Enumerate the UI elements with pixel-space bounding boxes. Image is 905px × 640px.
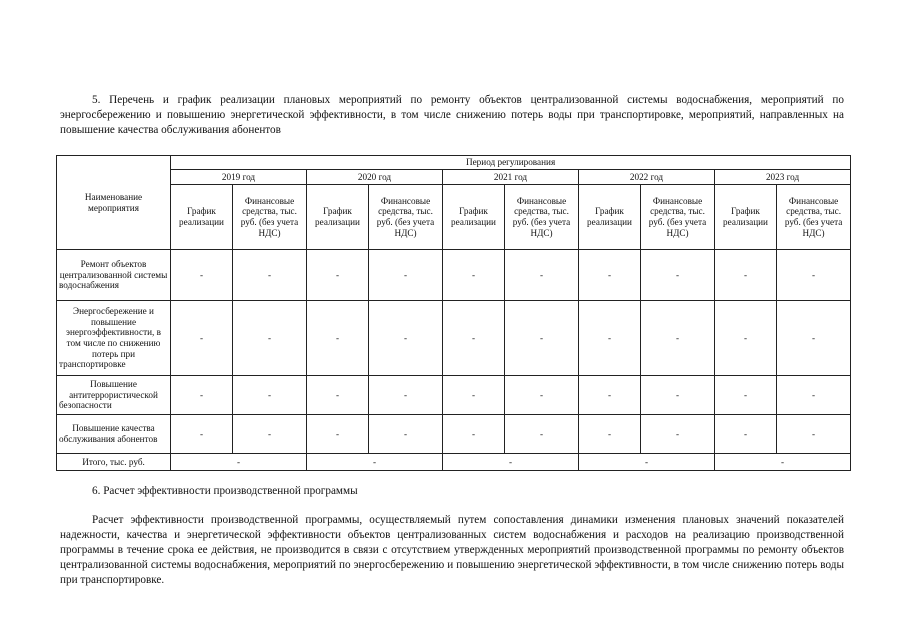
table-cell: - xyxy=(171,250,233,301)
column-header-activity-name: Наименование мероприятия xyxy=(57,156,171,250)
subheader-finance: Финансовые средства, тыс. руб. (без учета НДС) xyxy=(777,185,851,250)
row-label: Повышение качества обслуживания абонентов xyxy=(57,415,171,454)
row-label: Ремонт объектов централизованной системы водоснабжения xyxy=(57,250,171,301)
year-header: 2021 год xyxy=(443,170,579,185)
year-header: 2023 год xyxy=(715,170,851,185)
table-cell: - xyxy=(505,250,579,301)
table-cell: - xyxy=(307,376,369,415)
column-header-period: Период регулирования xyxy=(171,156,851,170)
table-cell: - xyxy=(505,415,579,454)
subheader-finance: Финансовые средства, тыс. руб. (без учета НДС) xyxy=(369,185,443,250)
table-row xyxy=(57,250,851,301)
total-cell: - xyxy=(443,454,579,471)
table-row xyxy=(57,301,851,376)
section-5-heading: 5. Перечень и график реализации плановых мероприятий по ремонту объектов централизованной системы водоснабжения, мероприятий по энергосбережению и повышению энергетической эффективности, в том числе снижению потерь воды при транспортировке, мероприятий, направленных на повышение качества обслуживания абонентов xyxy=(60,94,844,136)
table-cell: - xyxy=(307,415,369,454)
total-cell: - xyxy=(171,454,307,471)
table-cell: - xyxy=(579,415,641,454)
subheader-schedule: График реализации xyxy=(307,185,369,250)
subheader-schedule: График реализации xyxy=(579,185,641,250)
table-cell: - xyxy=(715,250,777,301)
table-cell: - xyxy=(369,301,443,376)
table-cell: - xyxy=(369,415,443,454)
table-cell: - xyxy=(171,376,233,415)
table-cell: - xyxy=(579,301,641,376)
subheader-finance: Финансовые средства, тыс. руб. (без учета НДС) xyxy=(505,185,579,250)
subheader-schedule: График реализации xyxy=(715,185,777,250)
table-cell: - xyxy=(505,376,579,415)
total-cell: - xyxy=(715,454,851,471)
table-cell: - xyxy=(715,301,777,376)
table-cell: - xyxy=(777,376,851,415)
total-label: Итого, тыс. руб. xyxy=(57,454,171,471)
row-label: Энергосбережение и повышение энергоэффективности, в том числе по снижению потерь при транспортировке xyxy=(57,301,171,376)
table-cell: - xyxy=(307,301,369,376)
table-cell: - xyxy=(307,250,369,301)
table-cell: - xyxy=(233,376,307,415)
year-header: 2022 год xyxy=(579,170,715,185)
table-cell: - xyxy=(777,301,851,376)
table-cell: - xyxy=(641,415,715,454)
table-cell: - xyxy=(443,301,505,376)
table-cell: - xyxy=(777,415,851,454)
section-6-paragraph: Расчет эффективности производственной программы, осуществляемый путем сопоставления динамики изменения плановых значений показателей надежности, качества и энергетической эффективности объектов централизованных систем водоснабжения и расходов на реализацию производственной программы в течение срока ее действия, не производится в связи с отсутствием утвержденных мероприятий производственной программы по ремонту объектов централизованной системы водоснабжения, мероприятий по энергосбережению и повышению энергетической эффективности, в том числе снижению потерь воды при транспортировке. xyxy=(60,514,844,586)
table-cell: - xyxy=(641,301,715,376)
subheader-schedule: График реализации xyxy=(443,185,505,250)
table-cell: - xyxy=(233,250,307,301)
table-cell: - xyxy=(443,415,505,454)
table-cell: - xyxy=(369,376,443,415)
table-cell: - xyxy=(641,250,715,301)
table-cell: - xyxy=(443,250,505,301)
table-cell: - xyxy=(715,376,777,415)
table-cell: - xyxy=(641,376,715,415)
section-6-heading: 6. Расчет эффективности производственной программы xyxy=(92,485,358,497)
activities-schedule-table xyxy=(56,155,851,471)
table-cell: - xyxy=(715,415,777,454)
table-cell: - xyxy=(233,301,307,376)
table-cell: - xyxy=(233,415,307,454)
total-row xyxy=(57,454,851,471)
table-cell: - xyxy=(369,250,443,301)
table-cell: - xyxy=(505,301,579,376)
year-header: 2020 год xyxy=(307,170,443,185)
row-label: Повышение антитеррористической безопасности xyxy=(57,376,171,415)
table-row xyxy=(57,376,851,415)
table-cell: - xyxy=(777,250,851,301)
table-row xyxy=(57,415,851,454)
total-cell: - xyxy=(579,454,715,471)
subheader-finance: Финансовые средства, тыс. руб. (без учета НДС) xyxy=(641,185,715,250)
table-cell: - xyxy=(579,250,641,301)
year-header: 2019 год xyxy=(171,170,307,185)
subheader-schedule: График реализации xyxy=(171,185,233,250)
table-cell: - xyxy=(171,301,233,376)
table-cell: - xyxy=(171,415,233,454)
subheader-finance: Финансовые средства, тыс. руб. (без учета НДС) xyxy=(233,185,307,250)
total-cell: - xyxy=(307,454,443,471)
table-cell: - xyxy=(443,376,505,415)
table-cell: - xyxy=(579,376,641,415)
